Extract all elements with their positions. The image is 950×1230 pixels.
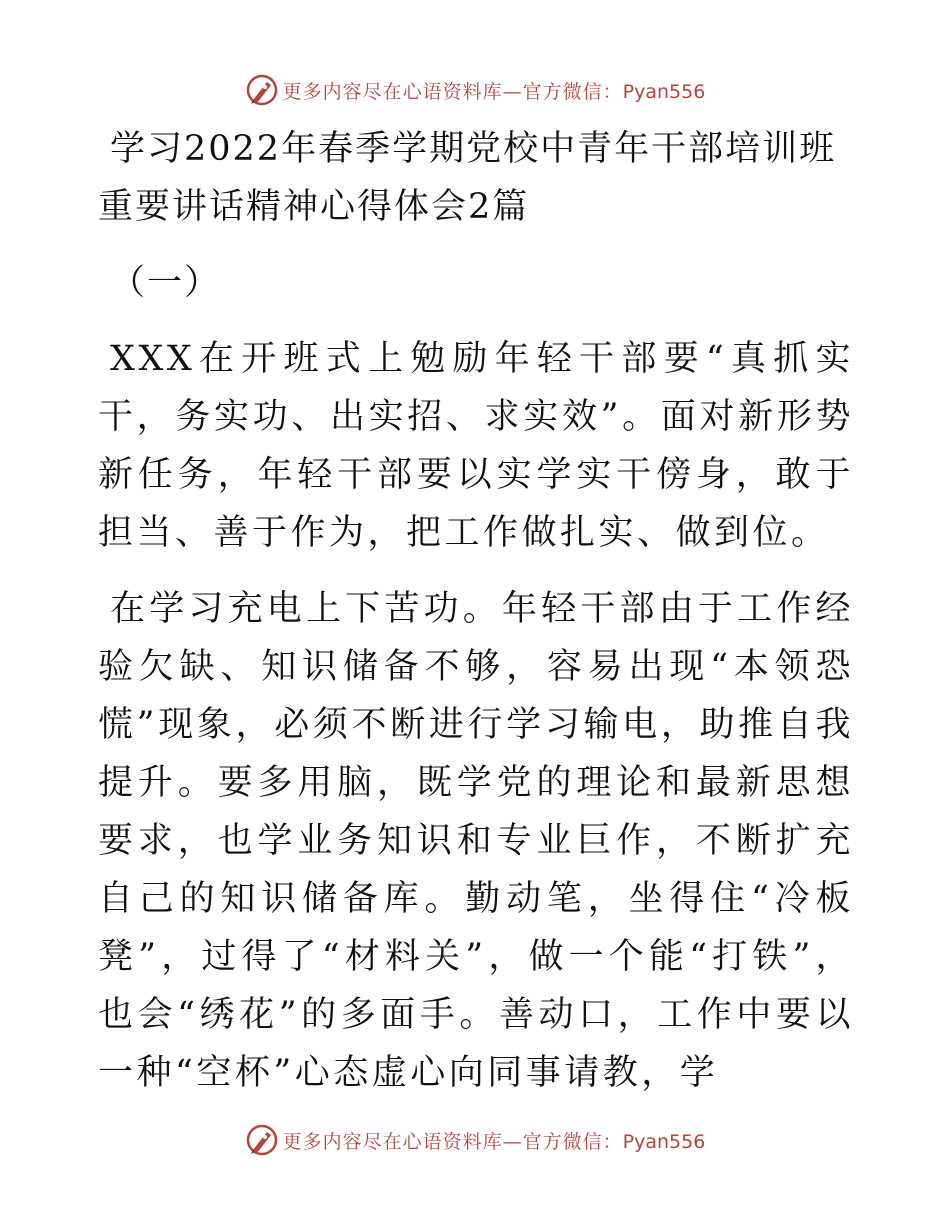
watermark-footer <box>0 1120 950 1160</box>
pen-logo-icon <box>245 1123 279 1157</box>
section-number: （一） <box>110 263 222 303</box>
watermark-wechat-id: Pyan556 <box>622 80 706 103</box>
watermark-wechat-id: Pyan556 <box>622 1130 706 1153</box>
pen-logo-icon <box>245 73 279 107</box>
paragraph-1: XXX在开班式上勉励年轻干部要“真抓实干，务实功、出实招、求实效”。面对新形势新任务，年轻干部要以实学实干傍身，敢于担当、善于作为，把工作做扎实、做到位。 <box>98 339 854 553</box>
document-body <box>98 120 854 1102</box>
watermark-header <box>0 70 950 110</box>
watermark-text: 更多内容尽在心语资料库—官方微信：Pyan556 <box>282 1130 706 1153</box>
watermark-text: 更多内容尽在心语资料库—官方微信：Pyan556 <box>282 80 706 103</box>
document-title: 学习2022年春季学期党校中青年干部培训班重要讲话精神心得体会2篇 <box>98 129 837 227</box>
paragraph-2: 在学习充电上下苦功。年轻干部由于工作经验欠缺、知识储备不够，容易出现“本领恐慌”现象，必须不断进行学习输电，助推自我提升。要多用脑，既学党的理论和最新思想要求，也学业务知识和专业巨作，不断扩充自己的知识储备库。勤动笔，坐得住“冷板凳”，过得了“材料关”，做一个能“打铁”，也会“绣花”的多面手。善动口，工作中要以一种“空杯”心态虚心向同事请教，学 <box>98 589 854 1093</box>
